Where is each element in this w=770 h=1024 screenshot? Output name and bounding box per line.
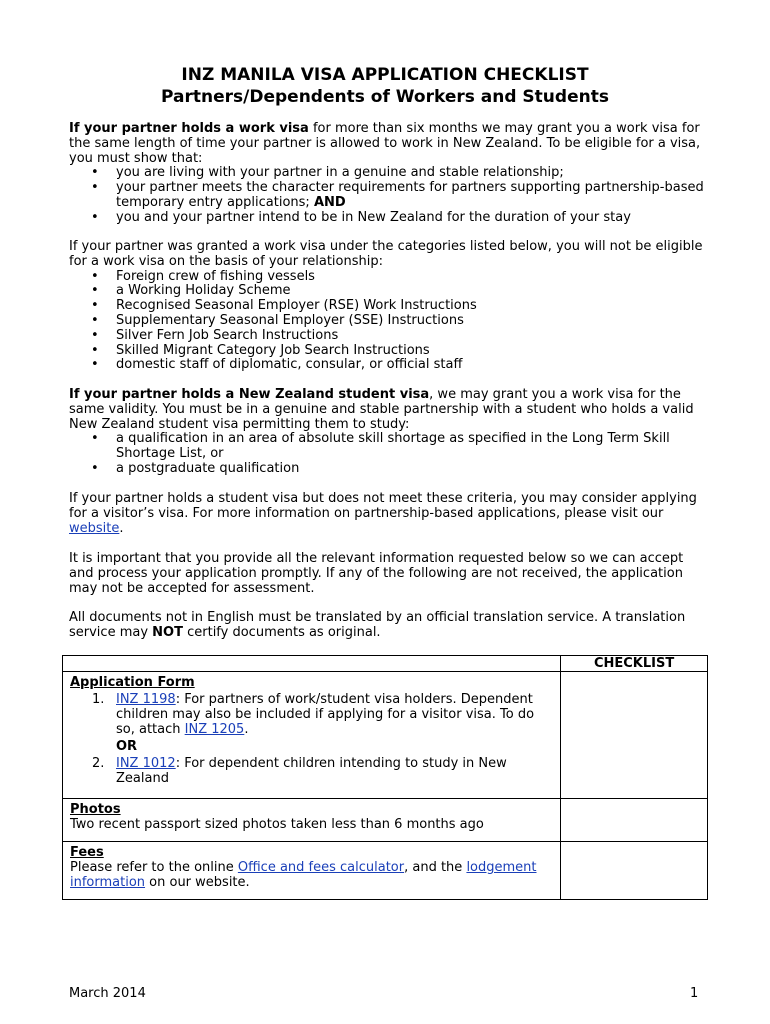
footer-date: March 2014 — [69, 986, 146, 1001]
item-end: . — [244, 722, 249, 737]
important-notice-section — [69, 552, 709, 596]
application-form-heading: Application Form — [70, 675, 195, 690]
website-link[interactable]: website — [69, 520, 120, 536]
visitor-visa-end: . — [119, 520, 124, 536]
table-row — [63, 799, 708, 842]
item-number: 1. — [92, 692, 105, 707]
student-visa-requirements-list — [69, 432, 709, 476]
translation-text-part2: certify documents as original. — [182, 624, 381, 640]
application-form-content — [63, 672, 560, 798]
page-title: INZ MANILA VISA APPLICATION CHECKLIST — [181, 65, 589, 85]
application-form-checkbox[interactable] — [561, 672, 708, 799]
application-form-list-2 — [70, 756, 553, 786]
student-visa-lead-rest: , we may grant you a work visa for the same validity. You must be in a genuine and stable partnership with a student who holds a valid New Zealand student visa permitting them to study: — [69, 387, 694, 432]
photos-checkbox[interactable] — [561, 799, 708, 842]
list-item: • a postgraduate qualification — [69, 462, 709, 477]
visitor-visa-body: If your partner holds a student visa but does not meet these criteria, you may consider applying for a visitor’s visa. For more information on partnership-based applications, please visit our — [69, 491, 697, 521]
list-item-text: you and your partner intend to be in New Zealand for the duration of your stay — [116, 209, 631, 225]
fees-checkbox[interactable] — [561, 842, 708, 900]
student-visa-section — [69, 388, 709, 477]
list-item: • Silver Fern Job Search Instructions — [69, 329, 709, 344]
office-fees-calculator-link[interactable]: Office and fees calculator — [237, 860, 405, 875]
translation-notice-text — [69, 611, 709, 641]
list-item: • domestic staff of diplomatic, consular, or official staff — [69, 358, 709, 373]
or-separator: OR — [116, 739, 138, 754]
student-visa-intro — [69, 388, 709, 432]
table-row — [63, 672, 708, 799]
visitor-visa-section — [69, 492, 709, 536]
translation-notice-section — [69, 611, 709, 641]
work-visa-intro — [69, 122, 709, 166]
list-item — [69, 181, 709, 211]
page-number: 1 — [690, 986, 699, 1001]
work-visa-lead-rest: for more than six months we may grant you a work visa for the same length of time your partner is allowed to work in New Zealand. To be eligible for a visa, you must show that: — [69, 121, 701, 166]
checklist-table — [62, 655, 708, 900]
fees-cell — [63, 842, 561, 900]
checklist-header-row — [63, 656, 708, 672]
inz-1198-link[interactable]: INZ 1198 — [116, 692, 176, 707]
list-item: • Recognised Seasonal Employer (RSE) Work Instructions — [69, 299, 709, 314]
work-visa-section — [69, 122, 709, 226]
photos-text: Two recent passport sized photos taken less than 6 months ago — [70, 817, 484, 832]
item-text: : For partners of work/student visa holders. Dependent children may also be included if applying for a visitor visa. To do so, attach — [116, 692, 535, 737]
inz-1205-link[interactable]: INZ 1205 — [184, 722, 245, 737]
visitor-visa-text — [69, 492, 709, 536]
list-item: • a Working Holiday Scheme — [69, 284, 709, 299]
work-visa-lead: If your partner holds a work visa — [69, 121, 309, 136]
fees-content — [63, 842, 560, 899]
inz-1012-link[interactable]: INZ 1012 — [116, 756, 176, 771]
application-form-list — [70, 692, 553, 737]
photos-heading: Photos — [70, 802, 121, 817]
photos-content — [63, 799, 560, 841]
photos-cell — [63, 799, 561, 842]
list-item — [70, 756, 553, 786]
list-item-text: you are living with your partner in a genuine and stable relationship; — [116, 165, 564, 181]
list-item: • a qualification in an area of absolute skill shortage as specified in the Long Term Skill Shortage List, or — [69, 432, 709, 462]
list-item — [70, 692, 553, 737]
translation-text-part1: All documents not in English must be translated by an official translation service. A translation service may — [69, 610, 686, 640]
application-form-cell — [63, 672, 561, 799]
fees-heading: Fees — [70, 845, 104, 860]
list-item — [69, 166, 709, 181]
list-item: • Foreign crew of fishing vessels — [69, 270, 709, 285]
fees-text-part1: Please refer to the online — [70, 860, 238, 875]
work-visa-requirements-list — [69, 166, 709, 225]
list-item — [69, 211, 709, 226]
important-notice-text: It is important that you provide all the relevant information requested below so we can accept and process your application promptly. If any of the following are not received, the application may not be accepted for assessment. — [69, 551, 684, 596]
excluded-categories-list — [69, 270, 709, 374]
excluded-categories-intro: If your partner was granted a work visa under the categories listed below, you will not be eligible for a work visa on the basis of your relationship: — [69, 239, 703, 269]
page-subtitle: Partners/Dependents of Workers and Students — [161, 87, 609, 107]
item-text: : For dependent children intending to study in New Zealand — [116, 756, 507, 786]
checklist-header-blank — [63, 656, 561, 672]
fees-text-part3: on our website. — [145, 875, 250, 890]
table-row — [63, 842, 708, 900]
checklist-header: CHECKLIST — [561, 656, 708, 672]
list-item-text: your partner meets the character requirements for partners supporting partnership-based temporary entry applications; — [116, 180, 704, 210]
list-item: • Supplementary Seasonal Employer (SSE) Instructions — [69, 314, 709, 329]
student-visa-lead: If your partner holds a New Zealand student visa — [69, 387, 430, 402]
and-emphasis: AND — [313, 194, 346, 210]
fees-text — [70, 860, 553, 890]
fees-text-part2: , and the — [404, 860, 467, 875]
not-emphasis: NOT — [152, 624, 183, 640]
excluded-categories-section — [69, 240, 709, 373]
item-number: 2. — [92, 756, 105, 771]
lodgement-information-link[interactable]: lodgement information — [70, 860, 537, 890]
list-item: • Skilled Migrant Category Job Search Instructions — [69, 344, 709, 359]
